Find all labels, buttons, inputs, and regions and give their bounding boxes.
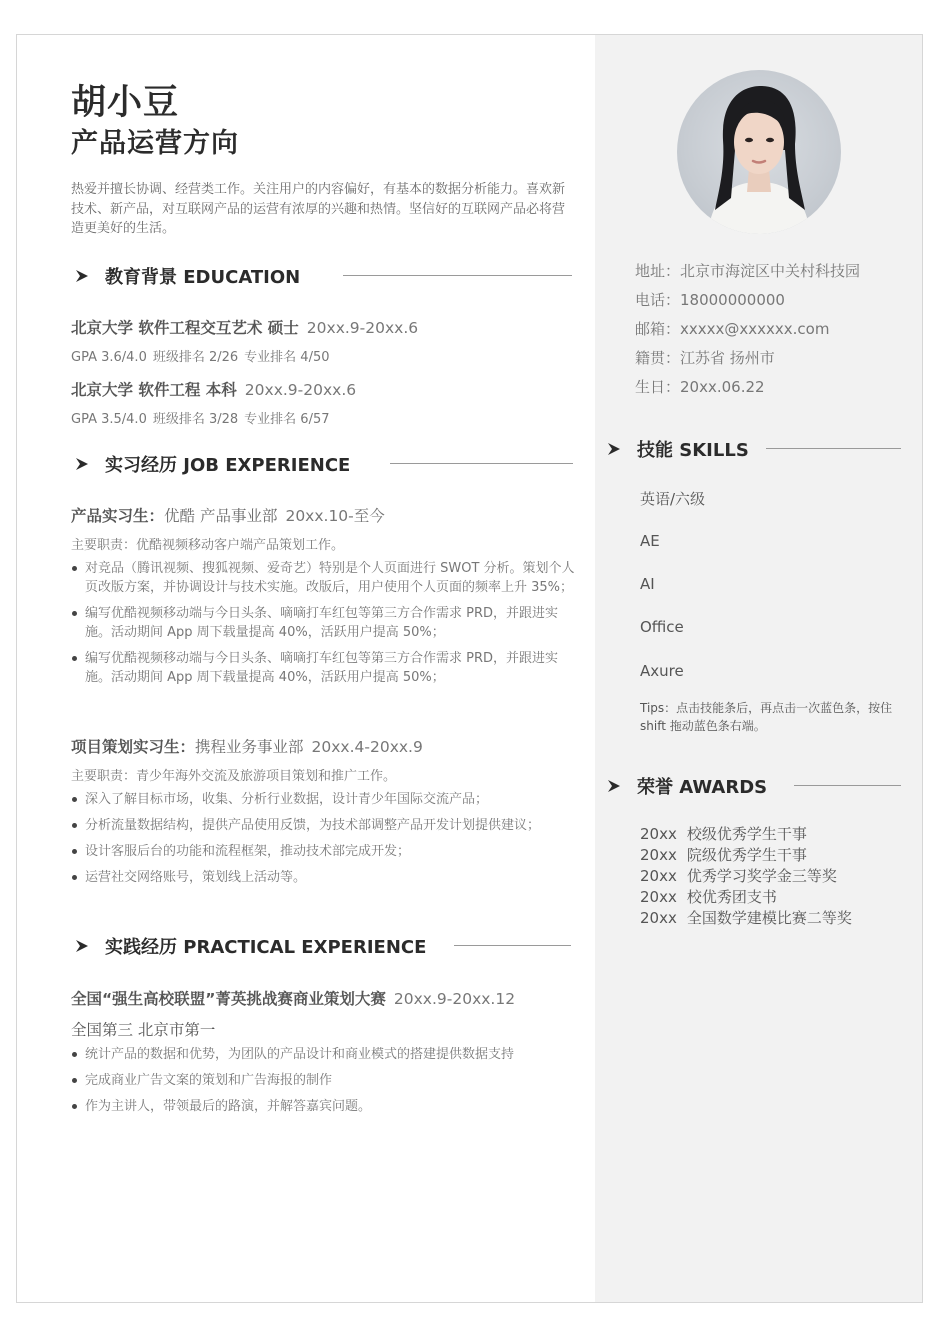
school-name: 北京大学 软件工程 本科 xyxy=(71,381,237,399)
event-name: 全国“强生高校联盟”菁英挑战赛商业策划大赛 xyxy=(71,990,386,1008)
class-rank: 班级排名 3/28 xyxy=(152,412,239,427)
job-header xyxy=(71,451,350,477)
job-org: 携程业务事业部 xyxy=(195,738,304,756)
list-item: 20xx 校优秀团支书 xyxy=(640,888,777,906)
practice-event xyxy=(71,987,515,1009)
education-title: 教育背景 EDUCATION xyxy=(105,267,301,288)
arrow-right-icon xyxy=(71,938,93,954)
resume-page xyxy=(16,34,923,1303)
practice-title: 实践经历 PRACTICAL EXPERIENCE xyxy=(105,937,427,958)
list-item: 编写优酷视频移动端与今日头条、嘀嘀打车红包等第三方合作需求 PRD，并跟进实施。活动期间 App 周下载量提高 40%，活跃用户提高 50%； xyxy=(71,604,576,642)
event-date: 20xx.9-20xx.12 xyxy=(393,990,516,1008)
practice-header xyxy=(71,933,426,959)
class-rank: 班级排名 2/26 xyxy=(152,350,239,365)
education-header xyxy=(71,263,300,289)
skills-divider xyxy=(766,448,901,449)
skill-item[interactable]: Axure xyxy=(640,662,684,680)
native-place: 籍贯：江苏省 扬州市 xyxy=(635,349,775,367)
list-item: 对竞品（腾讯视频、搜狐视频、爱奇艺）特别是个人页面进行 SWOT 分析。策划个人页改版方案，并协调设计与技术实施。改版后，用户使用个人页面的频率上升 35%； xyxy=(71,559,576,597)
job-role: 项目策划实习生： xyxy=(71,738,196,756)
job-role: 产品实习生： xyxy=(71,507,165,525)
job-divider xyxy=(390,463,573,464)
job-item-2-title xyxy=(71,735,423,757)
job-date: 20xx.4-20xx.9 xyxy=(311,738,423,756)
job-item-2-bullets xyxy=(71,790,576,894)
major-rank: 专业排名 4/50 xyxy=(244,350,330,365)
birthday: 生日：20xx.06.22 xyxy=(635,378,765,396)
job-item-2-duty: 主要职责：青少年海外交流及旅游项目策划和推广工作。 xyxy=(71,769,397,784)
list-item: 20xx 校级优秀学生干事 xyxy=(640,825,807,843)
address: 地址：北京市海淀区中关村科技园 xyxy=(635,262,861,280)
education-item-1 xyxy=(71,316,418,338)
list-item: 20xx 全国数学建模比赛二等奖 xyxy=(640,909,852,927)
job-title: 实习经历 JOB EXPERIENCE xyxy=(105,455,351,476)
arrow-right-icon xyxy=(71,456,93,472)
arrow-right-icon xyxy=(603,778,625,794)
school-name: 北京大学 软件工程交互艺术 硕士 xyxy=(71,319,299,337)
major-rank: 专业排名 6/57 xyxy=(244,412,330,427)
skill-item[interactable]: AE xyxy=(640,532,660,550)
gpa: GPA 3.6/4.0 xyxy=(71,350,147,365)
gpa: GPA 3.5/4.0 xyxy=(71,412,147,427)
awards-title: 荣誉 AWARDS xyxy=(637,777,768,798)
list-item: 运营社交网络账号，策划线上活动等。 xyxy=(71,868,576,887)
education-scores-1 xyxy=(71,346,336,365)
skill-item[interactable]: 英语/六级 xyxy=(640,490,706,508)
arrow-right-icon xyxy=(603,441,625,457)
email: 邮箱：xxxxx@xxxxxx.com xyxy=(635,320,830,338)
job-date: 20xx.10-至今 xyxy=(285,507,385,525)
awards-header xyxy=(603,773,767,799)
skills-header xyxy=(603,436,749,462)
list-item: 编写优酷视频移动端与今日头条、嘀嘀打车红包等第三方合作需求 PRD，并跟进实施。活动期间 App 周下载量提高 40%，活跃用户提高 50%； xyxy=(71,649,576,687)
arrow-right-icon xyxy=(71,268,93,284)
skill-item[interactable]: AI xyxy=(640,575,655,593)
school-date: 20xx.9-20xx.6 xyxy=(244,381,357,399)
skills-title: 技能 SKILLS xyxy=(637,440,749,461)
job-item-1-duty: 主要职责：优酷视频移动客户端产品策划工作。 xyxy=(71,538,345,553)
skill-item[interactable]: Office xyxy=(640,618,684,636)
list-item: 深入了解目标市场，收集、分析行业数据，设计青少年国际交流产品； xyxy=(71,790,576,809)
person-name: 胡小豆 xyxy=(71,83,180,123)
job-org: 优酷 产品事业部 xyxy=(164,507,278,525)
practice-divider xyxy=(454,945,571,946)
avatar-portrait-icon xyxy=(677,70,841,234)
avatar xyxy=(677,70,841,234)
practice-result: 全国第三 北京市第一 xyxy=(71,1021,216,1039)
job-item-1-title xyxy=(71,504,385,526)
awards-list xyxy=(640,824,852,929)
list-item: 分析流量数据结构，提供产品使用反馈，为技术部调整产品开发计划提供建议； xyxy=(71,816,576,835)
list-item: 20xx 优秀学习奖学金三等奖 xyxy=(640,867,837,885)
contact-info xyxy=(635,257,860,402)
list-item: 设计客服后台的功能和流程框架，推动技术部完成开发； xyxy=(71,842,576,861)
list-item: 作为主讲人，带领最后的路演，并解答嘉宾问题。 xyxy=(71,1097,576,1116)
list-item: 20xx 院级优秀学生干事 xyxy=(640,846,807,864)
practice-bullets xyxy=(71,1045,576,1123)
right-column xyxy=(595,35,923,1302)
list-item: 统计产品的数据和优势，为团队的产品设计和商业模式的搭建提供数据支持 xyxy=(71,1045,576,1064)
awards-divider xyxy=(794,785,901,786)
self-intro: 热爱并擅长协调、经营类工作。关注用户的内容偏好，有基本的数据分析能力。喜欢新技术、新产品，对互联网产品的运营有浓厚的兴趣和热情。坚信好的互联网产品必将营造更美好的生活。 xyxy=(71,182,566,236)
education-scores-2 xyxy=(71,408,336,427)
job-direction: 产品运营方向 xyxy=(71,128,239,159)
school-date: 20xx.9-20xx.6 xyxy=(306,319,419,337)
education-divider xyxy=(343,275,572,276)
education-item-2 xyxy=(71,378,356,400)
job-item-1-bullets xyxy=(71,559,576,694)
phone: 电话：18000000000 xyxy=(635,291,785,309)
skills-tips: Tips：点击技能条后，再点击一次蓝色条，按住 shift 拖动蓝色条右端。 xyxy=(640,701,893,733)
list-item: 完成商业广告文案的策划和广告海报的制作 xyxy=(71,1071,576,1090)
left-column xyxy=(17,35,595,1302)
